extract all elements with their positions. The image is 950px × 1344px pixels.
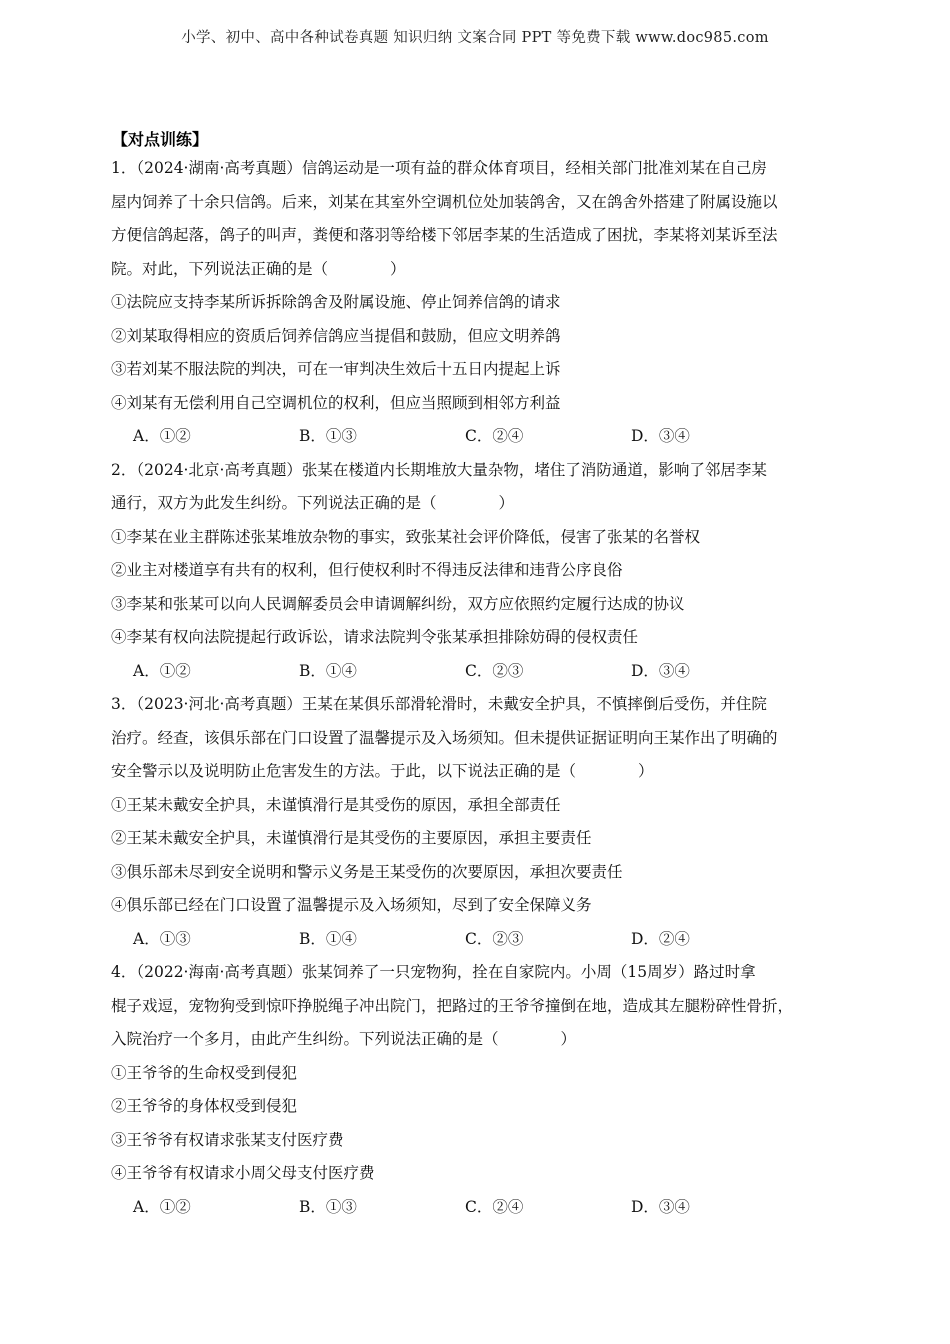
stem-line: 2．（2024·北京·高考真题）张某在楼道内长期堆放大量杂物，堵住了消防通道，影响了邻居李某	[111, 460, 767, 479]
option-c[interactable]: C．②③	[465, 929, 524, 948]
question-4	[111, 956, 841, 1224]
statement-item: ②业主对楼道享有共有的权利，但行使权利时不得违反法律和违背公序良俗	[111, 561, 623, 579]
statement-item: ③李某和张某可以向人民调解委员会申请调解纠纷，双方应依照约定履行达成的协议	[111, 594, 685, 613]
stem-line: 屋内饲养了十余只信鸽。后来，刘某在其室外空调机位处加装鸽舍，又在鸽舍外搭建了附属设施以	[111, 192, 778, 211]
question-stem	[111, 454, 841, 521]
stem-line: 安全警示以及说明防止危害发生的方法。于此，以下说法正确的是（ ）	[111, 762, 654, 780]
stem-line: 治疗。经查，该俱乐部在门口设置了温馨提示及入场须知。但未提供证据证明向王某作出了明确的	[111, 728, 778, 747]
option-a[interactable]: A．①②	[133, 661, 191, 680]
answer-options	[111, 923, 841, 957]
page-header: 小学、初中、高中各种试卷真题 知识归纳 文案合同 PPT 等免费下载 www.doc985.com	[181, 30, 769, 46]
option-d[interactable]: D．③④	[631, 1197, 690, 1216]
statement-item: ③俱乐部未尽到安全说明和警示义务是王某受伤的次要原因，承担次要责任	[111, 862, 623, 881]
statement-item: ②王爷爷的身体权受到侵犯	[111, 1097, 298, 1115]
question-2	[111, 454, 841, 689]
question-list	[111, 152, 841, 1224]
statement-item: ①李某在业主群陈述张某堆放杂物的事实，致张某社会评价降低，侵害了张某的名誉权	[111, 527, 701, 546]
statement-item: ②王某未戴安全护具，未谨慎滑行是其受伤的主要原因，承担主要责任	[111, 829, 592, 847]
stem-line: 4．（2022·海南·高考真题）张某饲养了一只宠物狗，拴在自家院内。小周（15周岁）路过时拿	[111, 963, 756, 981]
statement-item: ①王爷爷的生命权受到侵犯	[111, 1063, 298, 1082]
option-a[interactable]: A．①②	[133, 1197, 191, 1216]
stem-line: 3．（2023·河北·高考真题）王某在某俱乐部滑轮滑时，未戴安全护具，不慎摔倒后受伤，并住院	[111, 695, 767, 713]
option-d[interactable]: D．②④	[631, 929, 690, 948]
option-a[interactable]: A．①③	[133, 929, 191, 948]
option-d[interactable]: D．③④	[631, 427, 690, 445]
answer-options	[111, 655, 841, 689]
option-b[interactable]: B．①④	[299, 929, 357, 948]
stem-line: 1．（2024·湖南·高考真题）信鸽运动是一项有益的群众体育项目，经相关部门批准刘某在自己房	[111, 159, 767, 177]
statement-item: ③王爷爷有权请求张某支付医疗费	[111, 1130, 344, 1149]
question-stem	[111, 152, 841, 286]
option-b[interactable]: B．①③	[299, 1197, 357, 1216]
statement-item: ①法院应支持李某所诉拆除鸽舍及附属设施、停止饲养信鸽的请求	[111, 293, 561, 311]
statement-item: ②刘某取得相应的资质后饲养信鸽应当提倡和鼓励，但应文明养鸽	[111, 326, 561, 345]
question-stem	[111, 688, 841, 789]
answer-options	[111, 420, 841, 454]
question-3	[111, 688, 841, 956]
option-c[interactable]: C．②③	[465, 661, 524, 680]
section-title: 【对点训练】	[112, 130, 209, 149]
option-b[interactable]: B．①④	[299, 661, 357, 680]
stem-line: 院。对此，下列说法正确的是（ ）	[111, 259, 406, 278]
statement-item: ①王某未戴安全护具，未谨慎滑行是其受伤的原因，承担全部责任	[111, 795, 561, 814]
stem-line: 入院治疗一个多月，由此产生纠纷。下列说法正确的是（ ）	[111, 1030, 577, 1048]
statement-item: ④俱乐部已经在门口设置了温馨提示及入场须知，尽到了安全保障义务	[111, 896, 592, 914]
statement-item: ③若刘某不服法院的判决，可在一审判决生效后十五日内提起上诉	[111, 360, 561, 378]
stem-line: 通行，双方为此发生纠纷。下列说法正确的是（ ）	[111, 494, 515, 512]
statement-item: ④李某有权向法院提起行政诉讼，请求法院判令张某承担排除妨碍的侵权责任	[111, 628, 639, 646]
statement-item: ④王爷爷有权请求小周父母支付医疗费	[111, 1164, 375, 1182]
option-a[interactable]: A．①②	[133, 427, 191, 445]
option-c[interactable]: C．②④	[465, 1197, 524, 1216]
stem-line: 方便信鸽起落，鸽子的叫声，粪便和落羽等给楼下邻居李某的生活造成了困扰，李某将刘某诉至法	[111, 226, 778, 244]
option-d[interactable]: D．③④	[631, 661, 690, 680]
question-1	[111, 152, 841, 454]
statement-item: ④刘某有无偿利用自己空调机位的权利，但应当照顾到相邻方利益	[111, 393, 561, 412]
question-stem	[111, 956, 841, 1057]
stem-line: 棍子戏逗，宠物狗受到惊吓挣脱绳子冲出院门，把路过的王爷爷撞倒在地，造成其左腿粉碎性骨折，	[111, 996, 794, 1015]
option-c[interactable]: C．②④	[465, 427, 524, 445]
answer-options	[111, 1191, 841, 1225]
option-b[interactable]: B．①③	[299, 427, 357, 445]
